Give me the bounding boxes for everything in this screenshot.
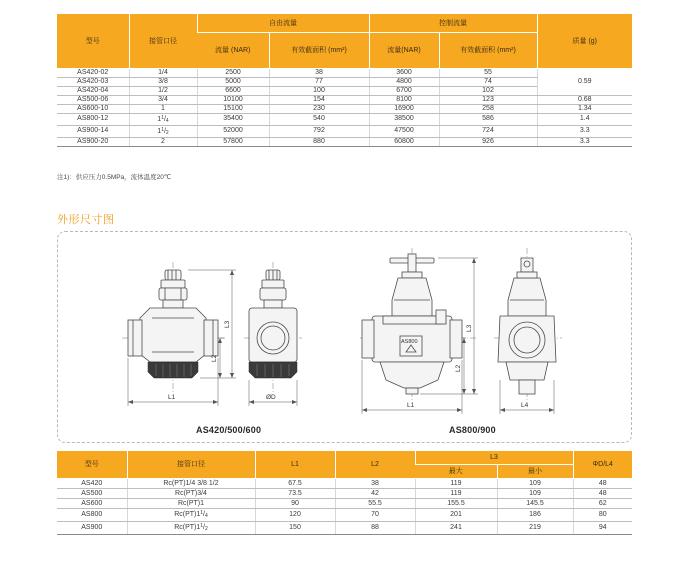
- cell-ctrl-flow: 6700: [369, 86, 439, 95]
- cell-l2: 70: [335, 508, 415, 521]
- cell-l2: 88: [335, 521, 415, 534]
- port-prefix: Rc(PT)1: [174, 510, 201, 518]
- cell-mass: 0.68: [537, 95, 632, 104]
- cell-free-flow: 57800: [197, 137, 269, 146]
- cell-model: AS420-02: [57, 68, 129, 77]
- nameplate-label: AS800: [401, 339, 418, 345]
- cell-port: Rc(PT)3/4: [127, 488, 255, 498]
- cell-free-flow: 5000: [197, 77, 269, 86]
- dim-label-l1: L1: [168, 394, 176, 401]
- cell-model: AS500-06: [57, 95, 129, 104]
- cell-free-area: 540: [269, 113, 369, 125]
- dim-label-l4: L4: [521, 402, 529, 409]
- cell-l3-min: 109: [497, 488, 573, 498]
- dim-label-l3: L3: [224, 320, 231, 328]
- cell-l2: 38: [335, 478, 415, 488]
- cell-ctrl-flow: 60800: [369, 137, 439, 146]
- cell-l1: 67.5: [255, 478, 335, 488]
- dimension-table: [57, 451, 632, 535]
- cell-model: AS420-04: [57, 86, 129, 95]
- cell-l3-max: 119: [415, 478, 497, 488]
- port-denominator: 2: [165, 129, 169, 136]
- cell-model: AS800: [57, 508, 127, 521]
- header-ctrl-effective-area: 有效截面积 (mm²): [439, 32, 537, 68]
- header-l2: L2: [335, 451, 415, 478]
- cell-phid: 80: [573, 508, 632, 521]
- port-numerator: 1: [200, 522, 204, 529]
- header-l1: L1: [255, 451, 335, 478]
- cell-port: Rc(PT)1/4 3/8 1/2: [127, 478, 255, 488]
- table-row: [57, 498, 632, 508]
- section-title: 外形尺寸图: [57, 214, 115, 226]
- table-row: [57, 508, 632, 521]
- cell-l1: 73.5: [255, 488, 335, 498]
- cell-port: $1^1/_2$: [129, 125, 197, 137]
- cell-port: $1^1/_4$: [129, 113, 197, 125]
- header-l3: L3: [415, 451, 573, 464]
- port-numerator: 1: [161, 114, 164, 121]
- dim-label-l3: L3: [466, 324, 473, 332]
- cell-free-flow: 2500: [197, 68, 269, 77]
- cell-model: AS600-10: [57, 104, 129, 113]
- figure-caption-as420: AS420/500/600: [196, 425, 262, 435]
- header-mass: 质量 (g): [537, 14, 632, 68]
- header-model: 型号: [57, 451, 127, 478]
- port-whole: 1: [157, 127, 162, 135]
- cell-free-area: 792: [269, 125, 369, 137]
- dim-label-phi-d: ØD: [266, 394, 276, 401]
- dim-label-l2: L2: [211, 354, 218, 362]
- cell-free-area: 230: [269, 104, 369, 113]
- cell-l1: 120: [255, 508, 335, 521]
- cell-port: 1/2: [129, 86, 197, 95]
- as420-front-view: [244, 262, 302, 406]
- cell-phid: 48: [573, 488, 632, 498]
- port-numerator: 1: [200, 509, 204, 516]
- cell-model: AS420-03: [57, 77, 129, 86]
- cell-l3-max: 201: [415, 508, 497, 521]
- cell-mass: 3.3: [537, 137, 632, 146]
- cell-ctrl-area: 102: [439, 86, 537, 95]
- cell-port: 1: [129, 104, 197, 113]
- port-numerator: 1: [161, 126, 164, 133]
- header-l3-min: 最小: [497, 464, 573, 478]
- header-phid-l4: ΦD/L4: [573, 451, 632, 478]
- cell-ctrl-flow: 3600: [369, 68, 439, 77]
- cell-port: 3/8: [129, 77, 197, 86]
- cell-free-flow: 52000: [197, 125, 269, 137]
- port-prefix: Rc(PT)1: [174, 523, 201, 531]
- header-ctrl-flow-nar: 流量(NAR): [369, 32, 439, 68]
- port-denominator: 2: [205, 525, 208, 532]
- cell-model: AS900: [57, 521, 127, 534]
- cell-port: $Rc(PT)1^1/_2$: [127, 521, 255, 534]
- cell-mass: 3.3: [537, 125, 632, 137]
- header-port-size: 接管口径: [127, 451, 255, 478]
- cell-ctrl-area: 586: [439, 113, 537, 125]
- header-model: 型号: [57, 14, 129, 68]
- header-free-flow: 自由流量: [197, 14, 369, 32]
- cell-ctrl-area: 926: [439, 137, 537, 146]
- cell-l3-min: 109: [497, 478, 573, 488]
- cell-free-area: 100: [269, 86, 369, 95]
- cell-l3-min: 186: [497, 508, 573, 521]
- cell-port: 1/4: [129, 68, 197, 77]
- header-port-size: 接管口径: [129, 14, 197, 68]
- port-denominator: 4: [205, 512, 208, 519]
- footnote: 注1)：供应压力0.5MPa，流体温度20℃: [57, 174, 172, 181]
- cell-phid: 48: [573, 478, 632, 488]
- cell-model: AS600: [57, 498, 127, 508]
- cell-phid: 94: [573, 521, 632, 534]
- cell-port: 3/4: [129, 95, 197, 104]
- cell-port: Rc(PT)1: [127, 498, 255, 508]
- cell-l1: 150: [255, 521, 335, 534]
- cell-model: AS500: [57, 488, 127, 498]
- header-controlled-flow: 控制流量: [369, 14, 537, 32]
- as800-front-view: [494, 248, 562, 414]
- cell-model: AS800-12: [57, 113, 129, 125]
- cell-model: AS420: [57, 478, 127, 488]
- cell-free-flow: 35400: [197, 113, 269, 125]
- as420-side-view: [122, 262, 236, 406]
- cell-ctrl-flow: 38500: [369, 113, 439, 125]
- header-free-flow-nar: 流量 (NAR): [197, 32, 269, 68]
- cell-l3-min: 145.5: [497, 498, 573, 508]
- cell-ctrl-area: 258: [439, 104, 537, 113]
- cell-free-area: 38: [269, 68, 369, 77]
- cell-free-flow: 10100: [197, 95, 269, 104]
- cell-free-area: 77: [269, 77, 369, 86]
- cell-ctrl-area: 724: [439, 125, 537, 137]
- cell-l2: 42: [335, 488, 415, 498]
- cell-mass: 1.4: [537, 113, 632, 125]
- table-row: [57, 521, 632, 534]
- cell-phid: 62: [573, 498, 632, 508]
- header-free-effective-area: 有效截面积 (mm²): [269, 32, 369, 68]
- cell-model: AS900-20: [57, 137, 129, 146]
- cell-free-flow: 15100: [197, 104, 269, 113]
- cell-port: 2: [129, 137, 197, 146]
- cell-l3-max: 241: [415, 521, 497, 534]
- port-denominator: 4: [165, 117, 169, 124]
- dim-label-l2: L2: [455, 364, 462, 372]
- header-l3-max: 最大: [415, 464, 497, 478]
- cell-l3-max: 155.5: [415, 498, 497, 508]
- cell-port: $Rc(PT)1^1/_4$: [127, 508, 255, 521]
- cell-l2: 55.5: [335, 498, 415, 508]
- cell-l3-max: 119: [415, 488, 497, 498]
- port-whole: 1: [157, 115, 162, 123]
- cell-free-area: 154: [269, 95, 369, 104]
- cell-ctrl-flow: 16900: [369, 104, 439, 113]
- cell-l3-min: 219: [497, 521, 573, 534]
- figure-caption-as800: AS800/900: [449, 425, 496, 435]
- cell-mass-merged: 0.59: [537, 68, 632, 95]
- table-row: [57, 488, 632, 498]
- table-row: [57, 478, 632, 488]
- as800-side-view: [360, 248, 478, 414]
- cell-l1: 90: [255, 498, 335, 508]
- cell-ctrl-area: 74: [439, 77, 537, 86]
- cell-mass: 1.34: [537, 104, 632, 113]
- cell-ctrl-flow: 47500: [369, 125, 439, 137]
- dim-label-l1: L1: [407, 402, 415, 409]
- cell-model: AS900-14: [57, 125, 129, 137]
- cell-free-flow: 6600: [197, 86, 269, 95]
- cell-ctrl-area: 123: [439, 95, 537, 104]
- cell-ctrl-flow: 4800: [369, 77, 439, 86]
- cell-ctrl-area: 55: [439, 68, 537, 77]
- cell-ctrl-flow: 8100: [369, 95, 439, 104]
- cell-free-area: 880: [269, 137, 369, 146]
